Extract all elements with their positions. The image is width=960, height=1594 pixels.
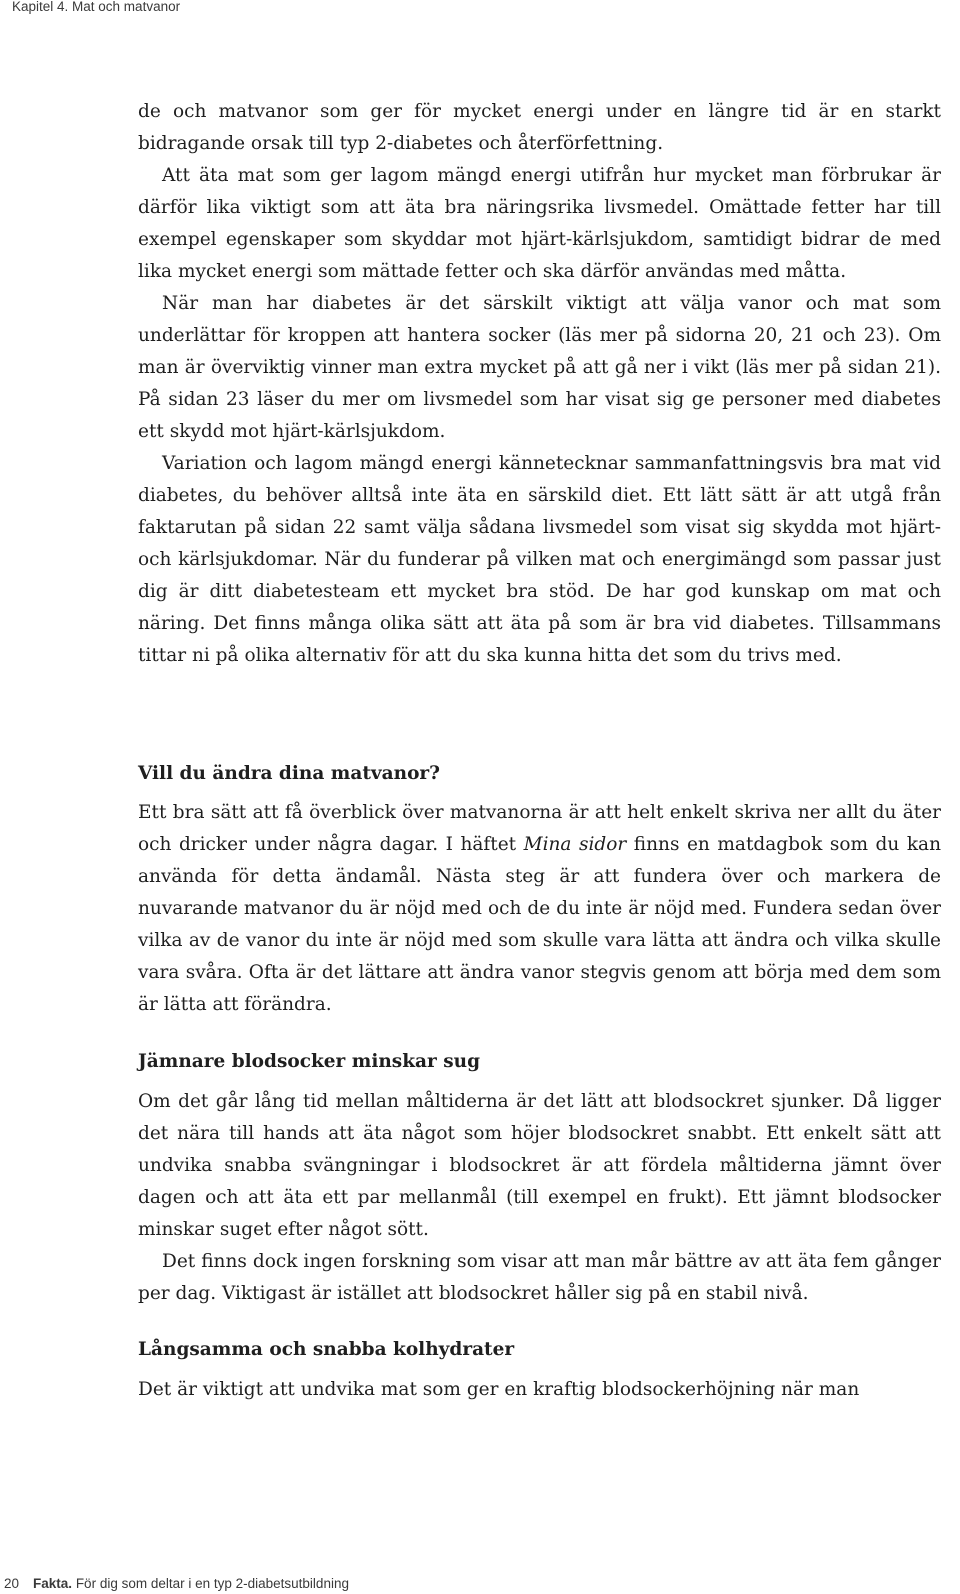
paragraph: Det finns dock ingen forskning som visar att man mår bättre av att äta fem gånger per dag. Viktigast är istället att blodsockret håller sig på en stabil nivå.: [138, 1251, 941, 1304]
section-change-habits: [138, 797, 941, 1021]
footer-brand: Fakta.: [33, 1576, 73, 1591]
section-heading: Vill du ändra dina matvanor?: [138, 763, 440, 784]
section-intro: [138, 96, 941, 672]
running-header: [12, 0, 180, 15]
paragraph: de och matvanor som ger för mycket energi under en längre tid är en starkt bidragande orsak till typ 2-diabetes och återförfettning.: [138, 101, 941, 154]
paragraph: Att äta mat som ger lagom mängd energi utifrån hur mycket man förbrukar är därför lika viktigt som att äta bra näringsrika livsmedel. Omättade fetter har till exempel egenskaper som skyddar mot hjärt-kärlsjukdom, samtidigt bidrar de med lika mycket energi som mättade fetter och ska därför användas med måtta.: [138, 165, 941, 282]
footer-title: För dig som deltar i en typ 2-diabetsutbildning: [72, 1576, 349, 1591]
booklet-title: Mina sidor: [523, 834, 627, 855]
section-heading: Jämnare blodsocker minskar sug: [138, 1051, 481, 1072]
paragraph: När man har diabetes är det särskilt viktigt att välja vanor och mat som underlättar för kroppen att hantera socker (läs mer på sidorna 20, 21 och 23). Om man är överviktig vinner man extra mycket på att gå ner i vikt (läs mer på sidan 21). På sidan 23 läser du mer om livsmedel som har visat sig ge personer med diabetes ett skydd mot hjärt-kärlsjukdom.: [138, 293, 941, 442]
running-footer: [4, 1576, 349, 1592]
chapter-title: Kapitel 4. Mat och matvanor: [12, 0, 181, 14]
section-blood-sugar: [138, 1086, 941, 1310]
text-run: Ett bra sätt att få överblick över matvanorna är att helt enkelt skriva ner allt du äter och dricker under några dagar. I häftet: [138, 802, 941, 855]
page-number: 20: [4, 1576, 20, 1591]
section-carbohydrates: [138, 1374, 941, 1406]
text-run: finns en matdagbok som du kan använda för detta ändamål. Nästa steg är att fundera över och markera de nuvarande matvanor du är nöjd med och de du inte är nöjd med. Fundera sedan över vilka av de vanor du inte är nöjd med som skulle vara lätta att ändra och vilka skulle vara svåra. Ofta är det lättare att ändra vanor stegvis genom att börja med dem som är lätta att förändra.: [138, 834, 941, 1015]
paragraph: [138, 797, 941, 1021]
paragraph: Variation och lagom mängd energi kännetecknar sammanfattningsvis bra mat vid diabetes, du behöver alltså inte äta en särskild diet. Ett lätt sätt är att utgå från faktarutan på sidan 22 samt välja sådana livsmedel som visat sig skydda mot hjärt- och kärlsjukdomar. När du funderar på vilken mat och energimängd som passar just dig är ditt diabetesteam ett mycket bra stöd. De har god kunskap om mat och näring. Det finns många olika sätt att äta på som är bra vid diabetes. Tillsammans tittar ni på olika alternativ för att du ska kunna hitta det som du trivs med.: [138, 453, 941, 666]
section-heading: Långsamma och snabba kolhydrater: [138, 1339, 515, 1360]
paragraph: Det är viktigt att undvika mat som ger en kraftig blodsockerhöjning när man: [138, 1379, 860, 1400]
paragraph: Om det går lång tid mellan måltiderna är det lätt att blodsockret sjunker. Då ligger det nära till hands att äta något som höjer blodsockret snabbt. Ett enkelt sätt att undvika snabba svängningar i blodsockret är att fördela måltiderna jämnt över dagen och att äta ett par mellanmål (till exempel en frukt). Ett jämnt blodsocker minskar suget efter något sött.: [138, 1091, 941, 1240]
